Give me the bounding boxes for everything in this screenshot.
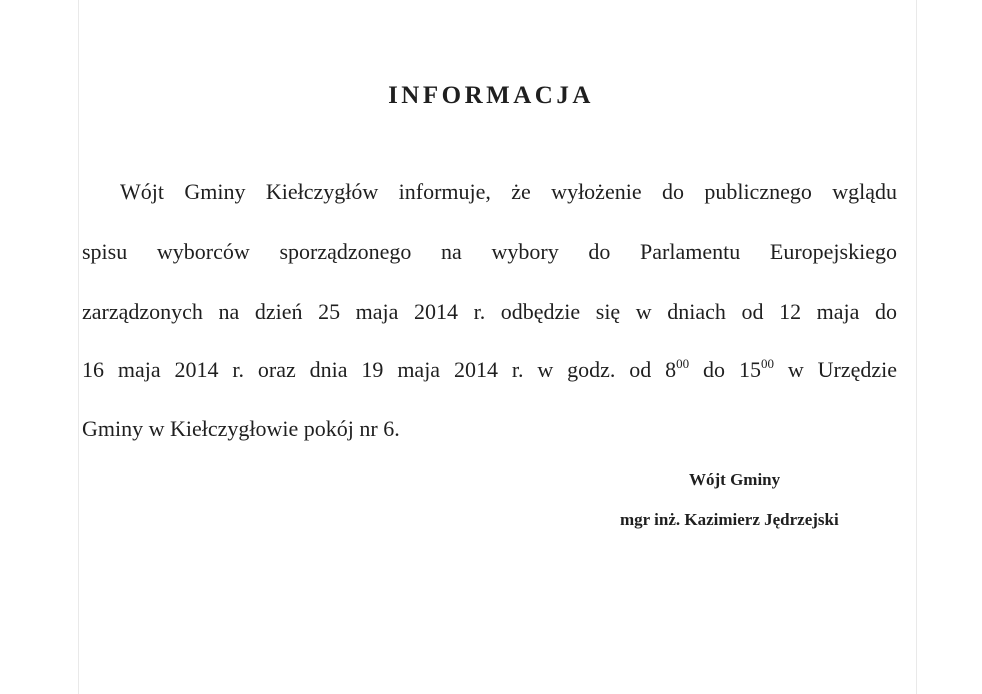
body-line-3: zarządzonych na dzień 25 maja 2014 r. odbędzie się w dniach od 12 maja do: [82, 299, 897, 324]
hour-end-superscript: 00: [760, 356, 774, 371]
body-line-4-part-2: do 15: [689, 357, 761, 382]
document-title: INFORMACJA: [388, 82, 594, 109]
body-line-1: Wójt Gminy Kiełczygłów informuje, że wyłożenie do publicznego wglądu: [120, 179, 897, 204]
body-line-5: Gminy w Kiełczygłowie pokój nr 6.: [82, 416, 400, 441]
signature-role: Wójt Gminy: [689, 470, 781, 489]
hour-start-superscript: 00: [676, 356, 690, 371]
body-line-2: spisu wyborców sporządzonego na wybory do Parlamentu Europejskiego: [82, 239, 897, 264]
body-line-4: [82, 356, 898, 382]
signature-name: mgr inż. Kazimierz Jędrzejski: [620, 510, 839, 529]
body-line-4-part-3: w Urzędzie: [773, 357, 898, 382]
body-line-4-part-1: 16 maja 2014 r. oraz dnia 19 maja 2014 r. w godz. od 8: [82, 357, 677, 382]
